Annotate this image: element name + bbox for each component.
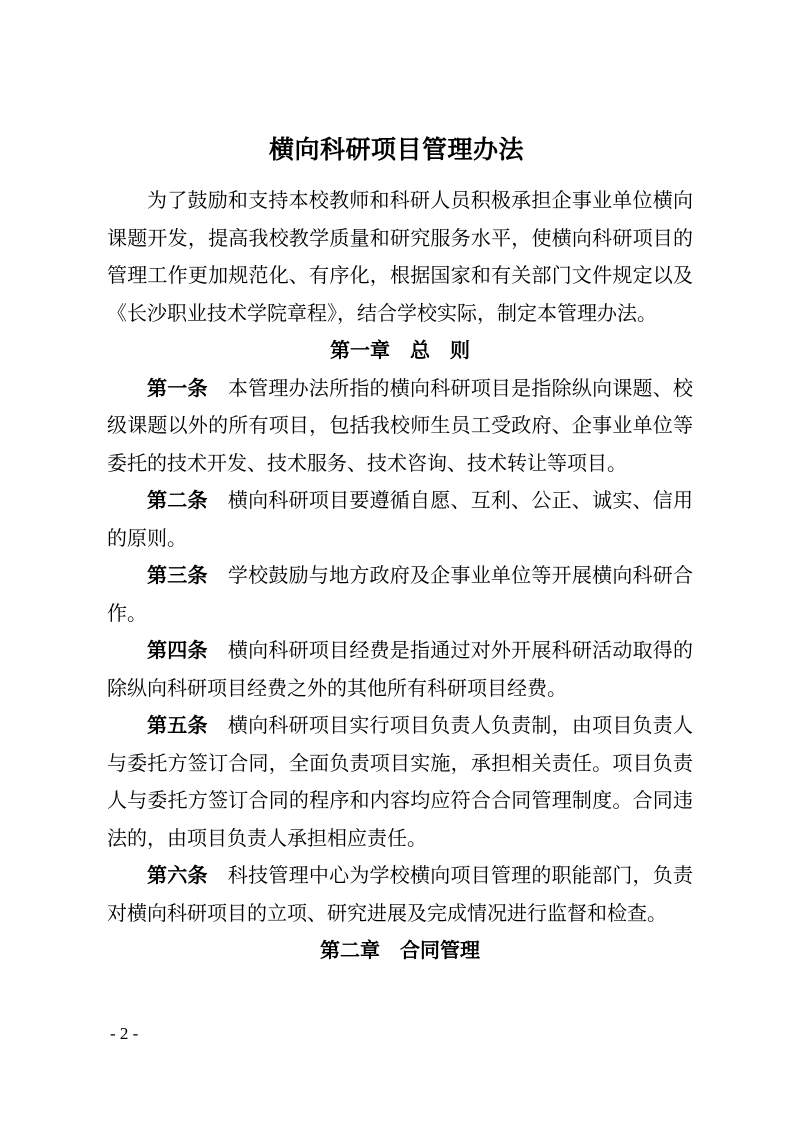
article-paragraph [107, 857, 693, 932]
article-text: 横向科研项目实行项目负责人负责制，由项目负责人与委托方签订合同，全面负责项目实施，承担相关责任。项目负责人与委托方签订合同的程序和内容均应符合合同管理制度。合同违法的，由项目负责人承担相应责任。 [107, 713, 694, 850]
article-paragraph [107, 632, 693, 707]
article-text: 本管理办法所指的横向科研项目是指除纵向课题、校级课题以外的所有项目，包括我校师生员工受政府、企事业单位等委托的技术开发、技术服务、技术咨询、技术转让等项目。 [107, 375, 694, 475]
document-title: 横向科研项目管理办法 [268, 135, 524, 164]
article-text: 科技管理中心为学校横向项目管理的职能部门，负责对横向科研项目的立项、研究进展及完成情况进行监督和检查。 [107, 863, 694, 925]
article-label: 第六条 [147, 863, 208, 887]
chapter-title: 总 则 [410, 338, 470, 362]
article-label: 第四条 [147, 638, 208, 662]
article-label: 第五条 [147, 713, 208, 737]
article-paragraph [107, 707, 693, 857]
page-number: - 2 - [110, 1024, 139, 1043]
chapter-number: 第一章 [330, 338, 390, 362]
article-text: 横向科研项目经费是指通过对外开展科研活动取得的除纵向科研项目经费之外的其他所有科研项目经费。 [107, 638, 694, 700]
article-paragraph [107, 482, 693, 557]
chapter-number: 第二章 [320, 938, 380, 962]
preamble-paragraph: 为了鼓励和支持本校教师和科研人员积极承担企事业单位横向课题开发，提高我校教学质量和研究服务水平，使横向科研项目的管理工作更加规范化、有序化，根据国家和有关部门文件规定以及《长沙职业技术学院章程》，结合学校实际，制定本管理办法。 [107, 188, 693, 325]
article-paragraph [107, 370, 693, 483]
document-body [107, 182, 693, 970]
chapter-title: 合同管理 [400, 938, 480, 962]
article-label: 第三条 [147, 563, 208, 587]
chapter-heading-2 [107, 932, 693, 970]
article-paragraph [107, 557, 693, 632]
article-text: 学校鼓励与地方政府及企事业单位等开展横向科研合作。 [107, 563, 694, 625]
article-label: 第二条 [147, 488, 208, 512]
article-text: 横向科研项目要遵循自愿、互利、公正、诚实、信用的原则。 [107, 488, 694, 550]
article-label: 第一条 [147, 375, 208, 400]
chapter-heading-1 [107, 332, 693, 370]
